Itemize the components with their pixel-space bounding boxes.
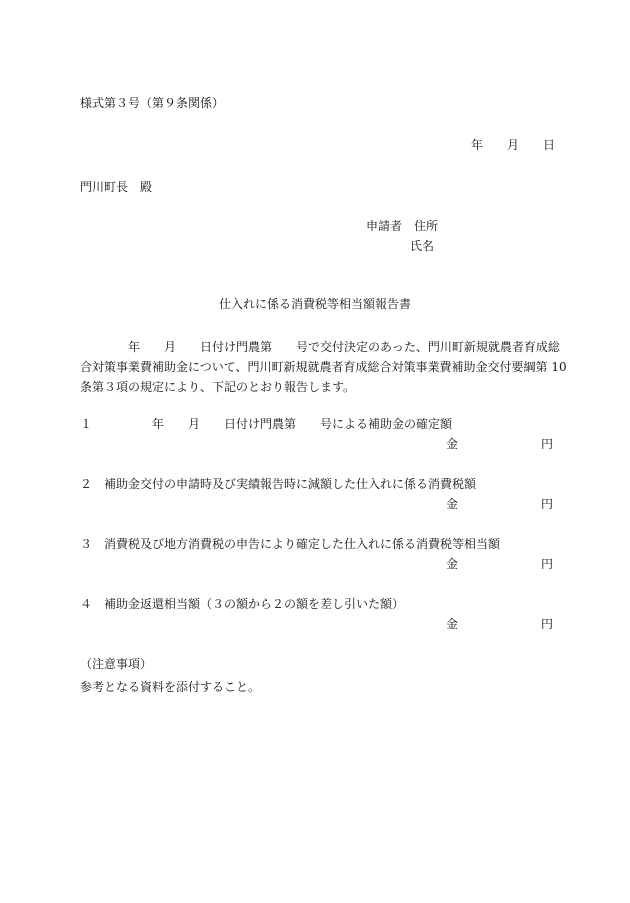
intro-line-2: 合対策事業費補助金について、門川町新規就農者育成総合対策事業費補助金交付要綱第 10 [80, 360, 567, 374]
item-2-amount-prefix: 金 [446, 497, 459, 511]
item-3-text: ３ 消費税及び地方消費税の申告により確定した仕入れに係る消費税等相当額 [80, 537, 501, 551]
document-title: 仕入れに係る消費税等相当額報告書 [218, 297, 411, 311]
item-4-text: ４ 補助金返還相当額（３の額から２の額を差し引いた額） [80, 597, 405, 611]
intro-line-1: 年 月 日付け門農第 号で交付決定のあった、門川町新規就農者育成総 [80, 340, 560, 354]
item-1-text: １ 年 月 日付け門農第 号による補助金の確定額 [80, 417, 453, 431]
item-1-amount-suffix: 円 [541, 437, 554, 451]
date-line: 年 月 日 [471, 138, 556, 152]
item-2-text: ２ 補助金交付の申請時及び実績報告時に減額した仕入れに係る消費税額 [80, 477, 477, 491]
addressee: 門川町長 殿 [80, 180, 153, 194]
item-3-amount-prefix: 金 [446, 557, 459, 571]
form-number: 様式第３号（第９条関係） [80, 96, 225, 110]
applicant-name-label: 氏名 [410, 239, 435, 253]
item-2-amount-suffix: 円 [541, 497, 554, 511]
notes-heading: （注意事項） [80, 657, 153, 671]
intro-paragraph [80, 337, 567, 397]
item-4-amount-suffix: 円 [541, 617, 554, 631]
item-3-amount-suffix: 円 [541, 557, 554, 571]
item-4-amount-prefix: 金 [446, 617, 459, 631]
applicant-address-label: 申請者 住所 [366, 219, 439, 233]
notes-body: 参考となる資料を添付すること。 [80, 680, 261, 694]
intro-line-3: 条第３項の規定により、下記のとおり報告します。 [80, 380, 356, 394]
item-1-amount-prefix: 金 [446, 437, 459, 451]
